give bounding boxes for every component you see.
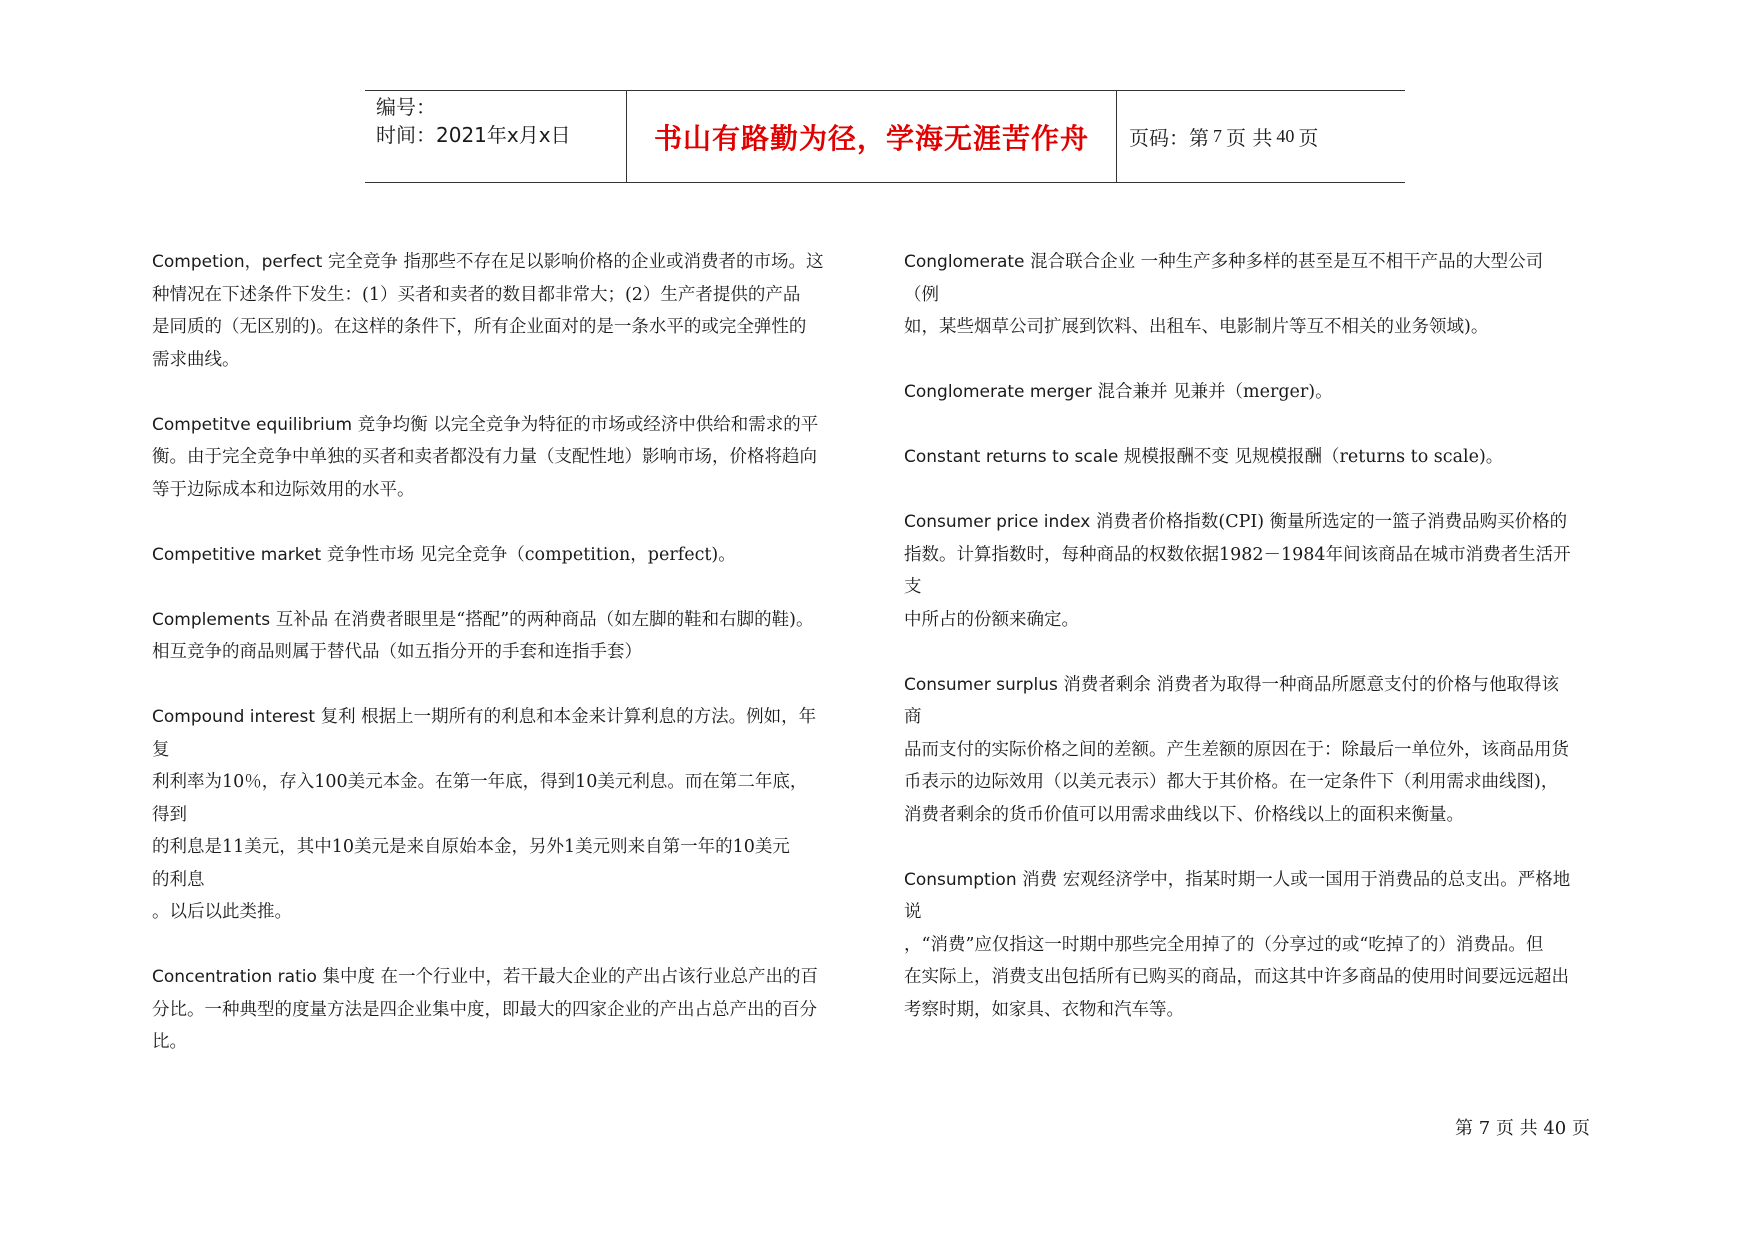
entry-line [152, 831, 868, 864]
entry-term: Consumer surplus [904, 674, 1058, 695]
entry-text: 消费者价格指数(CPI) 衡量所选定的一篮子消费品购买价格的 [1090, 512, 1568, 532]
page-suffix: 页 [1298, 126, 1319, 150]
entry-line [904, 376, 1616, 409]
entry-line [904, 571, 1616, 604]
entry-text: 消费者剩余 消费者为取得一种商品所愿意支付的价格与他取得该 [1057, 674, 1559, 695]
entry-line [904, 961, 1616, 994]
entry-text: 在实际上，消费支出包括所有已购买的商品，而这其中许多商品的使用时间要远远超出 [904, 967, 1569, 987]
entry-line [152, 896, 868, 929]
entry-line [152, 344, 868, 377]
entry-text: 如，某些烟草公司扩展到饮料、出租车、电影制片等互不相关的业务领域)。 [904, 317, 1489, 337]
entry-text: 说 [904, 902, 922, 922]
page-header [365, 90, 1405, 183]
entry-line [152, 279, 868, 312]
entry-text: 。以后以此类推。 [152, 902, 292, 922]
entry-text: 的利息 [152, 869, 205, 890]
entry-line [152, 799, 868, 832]
entry-line [904, 604, 1616, 637]
entry-term: Consumption [904, 869, 1017, 890]
entry-line [152, 961, 868, 994]
entry-text: 等于边际成本和边际效用的水平。 [152, 479, 415, 500]
right-column [904, 246, 1616, 1059]
entry-line [904, 799, 1616, 832]
entry-term: Conglomerate merger [904, 382, 1092, 402]
entry-text: 是同质的（无区别的)。在这样的条件下，所有企业面对的是一条水平的或完全弹性的 [152, 317, 807, 337]
entry-line [152, 539, 868, 572]
entry-text: 种情况在下述条件下发生：(1）买者和卖者的数目都非常大；(2）生产者提供的产品 [152, 284, 801, 305]
entry-term: Consumer price index [904, 512, 1091, 532]
entry-line [152, 604, 868, 637]
header-motto: 书山有路勤为径，学海无涯苦作舟 [653, 121, 1089, 155]
glossary-entry [904, 246, 1616, 344]
entry-text: 相互竞争的商品则属于替代品（如五指分开的手套和连指手套） [152, 642, 642, 662]
entry-text: 规模报酬不变 见规模报酬（returns to scale)。 [1118, 447, 1504, 467]
entry-line [152, 734, 868, 767]
entry-text: 币表示的边际效用（以美元表示）都大于其价格。在一定条件下（利用需求曲线图)， [904, 772, 1559, 792]
document-time-label: 时间：2021年x月x日 [376, 123, 571, 147]
entry-line [904, 734, 1616, 767]
entry-text: 指数。计算指数时，每种商品的权数依据1982－1984年间该商品在城市消费者生活开 [904, 544, 1571, 565]
entry-line [152, 311, 868, 344]
entry-line [152, 474, 868, 507]
glossary-entry [904, 376, 1616, 409]
page-footer: 第 7 页 共 40 页 [1455, 1118, 1590, 1139]
entry-term: Conglomerate [904, 252, 1025, 272]
entry-text: 集中度 在一个行业中，若干最大企业的产出占该行业总产出的百 [316, 967, 818, 987]
entry-line [904, 539, 1616, 572]
header-page-cell [1117, 91, 1405, 182]
entry-text: 比。 [152, 1032, 187, 1052]
entry-term: Complements [152, 609, 271, 630]
entry-line [904, 669, 1616, 702]
entry-line [152, 409, 868, 442]
entry-text: 商 [904, 707, 922, 727]
entry-text: 消费者剩余的货币价值可以用需求曲线以下、价格线以上的面积来衡量。 [904, 804, 1464, 825]
entry-line [904, 506, 1616, 539]
glossary-entry [152, 961, 868, 1059]
header-motto-cell [627, 91, 1117, 182]
entry-term: Constant returns to scale [904, 447, 1119, 467]
entry-line [904, 701, 1616, 734]
document-number-label: 编号： [376, 95, 436, 119]
entry-line [152, 766, 868, 799]
entry-text: 竞争均衡 以完全竞争为特征的市场或经济中供给和需求的平 [352, 414, 819, 435]
entry-line [152, 636, 868, 669]
header-info-cell [365, 91, 627, 182]
entry-text: 混合兼并 见兼并（merger)。 [1091, 382, 1333, 402]
entry-term: Competitive market [152, 544, 322, 565]
glossary-entry [904, 441, 1616, 474]
entry-text: 复 [152, 739, 170, 760]
entry-term: Competion，perfect [152, 252, 323, 272]
entry-line [904, 994, 1616, 1027]
glossary-entry [152, 701, 868, 929]
entry-line [904, 311, 1616, 344]
page-total: 40 [1276, 126, 1295, 146]
entry-line [904, 246, 1616, 279]
entry-text: 复利 根据上一期所有的利息和本金来计算利息的方法。例如，年 [315, 707, 817, 727]
glossary-entry [904, 506, 1616, 636]
glossary-entry [152, 539, 868, 572]
entry-text: 互补品 在消费者眼里是“搭配”的两种商品（如左脚的鞋和右脚的鞋)。 [270, 609, 814, 630]
entry-term: Concentration ratio [152, 967, 317, 987]
entry-text: 中所占的份额来确定。 [904, 609, 1079, 630]
entry-text: 完全竞争 指那些不存在足以影响价格的企业或消费者的市场。这 [322, 252, 824, 272]
entry-text: 竞争性市场 见完全竞争（competition，perfect)。 [321, 544, 736, 565]
entry-line [904, 441, 1616, 474]
entry-line [904, 896, 1616, 929]
glossary-entry [152, 409, 868, 507]
left-column [152, 246, 868, 1091]
entry-line [152, 1026, 868, 1059]
entry-text: 消费 宏观经济学中，指某时期一人或一国用于消费品的总支出。严格地 [1016, 869, 1571, 890]
entry-text: 需求曲线。 [152, 349, 240, 370]
glossary-entry [152, 604, 868, 669]
entry-line [152, 246, 868, 279]
entry-text: ，“消费”应仅指这一时期中那些完全用掉了的（分享过的或“吃掉了的）消费品。但 [904, 934, 1544, 955]
entry-text: 分比。一种典型的度量方法是四企业集中度，即最大的四家企业的产出占总产出的百分 [152, 999, 817, 1020]
entry-line [904, 929, 1616, 962]
entry-text: 考察时期，如家具、衣物和汽车等。 [904, 999, 1184, 1020]
entry-text: 的利息是11美元，其中10美元是来自原始本金，另外1美元则来自第一年的10美元 [152, 837, 790, 857]
entry-term: Compound interest [152, 707, 315, 727]
entry-line [904, 864, 1616, 897]
entry-term: Competitve equilibrium [152, 414, 353, 435]
entry-text: 衡。由于完全竞争中单独的买者和卖者都没有力量（支配性地）影响市场，价格将趋向 [152, 447, 817, 467]
entry-line [152, 864, 868, 897]
page-prefix: 页码：第 [1129, 126, 1209, 150]
page-current: 7 [1213, 126, 1222, 146]
glossary-entry [904, 669, 1616, 832]
glossary-entry [152, 246, 868, 376]
entry-text: 支 [904, 577, 922, 597]
entry-line [152, 994, 868, 1027]
entry-text: （例 [904, 284, 939, 305]
entry-line [152, 441, 868, 474]
entry-line [904, 279, 1616, 312]
glossary-entry [904, 864, 1616, 1027]
entry-line [904, 766, 1616, 799]
entry-line [152, 701, 868, 734]
entry-text: 得到 [152, 804, 187, 825]
entry-text: 品而支付的实际价格之间的差额。产生差额的原因在于：除最后一单位外，该商品用货 [904, 739, 1569, 760]
page-middle: 页 共 [1226, 126, 1273, 150]
entry-text: 利利率为10％，存入100美元本金。在第一年底，得到10美元利息。而在第二年底， [152, 772, 808, 792]
entry-text: 混合联合企业 一种生产多种多样的甚至是互不相干产品的大型公司 [1024, 252, 1544, 272]
